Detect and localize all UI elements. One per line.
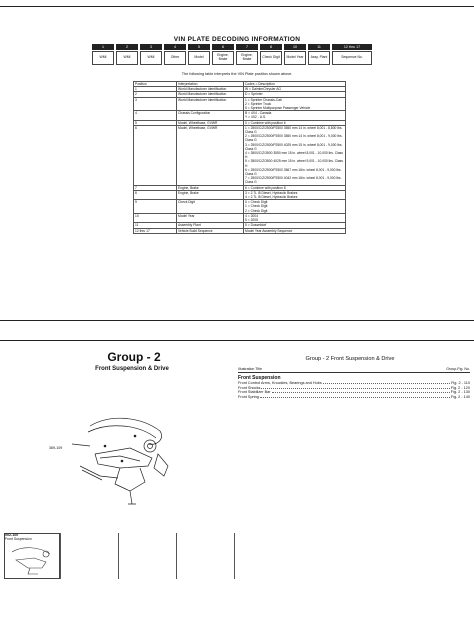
contents-col-figure: Group-Fig. No. bbox=[446, 367, 470, 371]
vin-position-label: Check Digit bbox=[260, 51, 282, 65]
vin-position-label: Sequence No. bbox=[332, 51, 372, 65]
thumb-divider bbox=[118, 533, 119, 579]
thumbnail-caption: Front Suspension bbox=[5, 537, 32, 541]
vin-position-label: WMI bbox=[140, 51, 162, 65]
callout-label: 369-109 bbox=[49, 446, 63, 450]
contents-col-illustration: Illustration Title bbox=[238, 367, 262, 371]
thumbnail-illustration bbox=[8, 542, 56, 576]
cell-codes: 5 = Dusseldorf bbox=[244, 223, 346, 228]
thumb-divider bbox=[176, 533, 177, 579]
vin-position-grid bbox=[92, 44, 374, 65]
cell-interpretation: Model, Wheelbase, GVWR bbox=[177, 125, 244, 185]
cell-position: 10 bbox=[134, 213, 177, 222]
vin-position-number: 4 bbox=[164, 44, 186, 50]
vin-position-number: 11 bbox=[308, 44, 330, 50]
vin-position-number: 8 bbox=[260, 44, 282, 50]
group-subtitle: Front Suspension & Drive bbox=[95, 366, 169, 372]
toc-entry-page: Fig. 2 - 130 bbox=[450, 390, 470, 395]
vin-position-number: 7 bbox=[236, 44, 258, 50]
table-row bbox=[134, 111, 346, 120]
vin-position-9 bbox=[284, 44, 306, 65]
table-row bbox=[134, 228, 346, 233]
cell-codes: 0 = Combine with position 6 bbox=[244, 120, 346, 125]
cell-position: 7 bbox=[134, 185, 177, 190]
toc-entry-label: Front Spring bbox=[238, 394, 259, 399]
vin-position-8 bbox=[260, 44, 282, 65]
contents-title: Group - 2 Front Suspension & Drive bbox=[305, 356, 395, 362]
vin-position-label: Model Year bbox=[284, 51, 306, 65]
cell-position: 6 bbox=[134, 125, 177, 185]
contents-section-heading: Front Suspension bbox=[238, 375, 281, 381]
cell-interpretation: World Manufacturer Identification bbox=[177, 97, 244, 111]
vin-position-10 bbox=[308, 44, 330, 65]
vin-position-4 bbox=[164, 44, 186, 65]
page-divider-rule bbox=[0, 320, 474, 321]
toc-entry-label: Front Stabilizer Bar bbox=[238, 390, 271, 395]
top-page-rule bbox=[0, 6, 474, 7]
cell-interpretation: Vehicle Build Sequence bbox=[177, 228, 244, 233]
vin-position-number: 5 bbox=[188, 44, 210, 50]
vin-position-7 bbox=[236, 44, 258, 65]
cell-codes: 6 = Combine with position 8 bbox=[244, 185, 346, 190]
cell-interpretation: Model Year bbox=[177, 213, 244, 222]
vin-position-label: Engine, Brake bbox=[212, 51, 234, 65]
toc-entry-page: Fig. 2 - 120 bbox=[450, 385, 470, 390]
group-title: Group - 2 bbox=[107, 350, 161, 364]
cell-codes: D = Sprinter bbox=[244, 92, 346, 97]
cell-interpretation: Check Digit bbox=[177, 200, 244, 214]
toc-entry[interactable] bbox=[238, 386, 470, 390]
vin-position-number: 3 bbox=[140, 44, 162, 50]
vin-position-number: 10 bbox=[284, 44, 306, 50]
vin-position-number: 12 thru 17 bbox=[332, 44, 372, 50]
cell-position: 8 bbox=[134, 190, 177, 199]
vin-position-2 bbox=[116, 44, 138, 65]
cell-position: 12 thru 17 bbox=[134, 228, 177, 233]
thumb-divider bbox=[234, 533, 235, 579]
vin-position-label: Model bbox=[188, 51, 210, 65]
section-divider-rule bbox=[0, 340, 474, 341]
cell-codes: Model Year Assembly Sequence bbox=[244, 228, 346, 233]
toc-leader-dots bbox=[260, 395, 450, 398]
toc-entry[interactable] bbox=[238, 381, 470, 385]
vin-title: VIN PLATE DECODING INFORMATION bbox=[173, 36, 301, 43]
contents-header-rule bbox=[238, 372, 470, 373]
vin-position-5 bbox=[188, 44, 210, 65]
cell-position: 3 bbox=[134, 97, 177, 111]
vin-position-number: 6 bbox=[212, 44, 234, 50]
front-suspension-illustration bbox=[60, 406, 180, 516]
vin-position-number: 2 bbox=[116, 44, 138, 50]
header-position: Position bbox=[134, 82, 177, 87]
header-codes: Codes = Description bbox=[244, 82, 346, 87]
cell-interpretation: World Manufacturer Identification bbox=[177, 87, 244, 92]
vin-position-label: WMI bbox=[92, 51, 114, 65]
cell-codes: 4 = 2004 5 = 2005 bbox=[244, 213, 346, 222]
toc-entry-page: Fig. 2 - 110 bbox=[451, 381, 470, 385]
cell-interpretation: World Manufacturer Identification bbox=[177, 92, 244, 97]
vin-position-11 bbox=[332, 44, 372, 65]
vin-position-label: Other bbox=[164, 51, 186, 65]
contents-header bbox=[238, 367, 470, 371]
cell-interpretation: Chassis Configuration bbox=[177, 111, 244, 120]
cell-interpretation: Assembly Plant bbox=[177, 223, 244, 228]
vin-position-3 bbox=[140, 44, 162, 65]
vin-decoding-table bbox=[133, 81, 346, 234]
toc-leader-dots bbox=[323, 381, 450, 384]
toc-entry[interactable] bbox=[238, 390, 470, 394]
cell-interpretation: Engine, Brake bbox=[177, 190, 244, 199]
cell-position: 1 bbox=[134, 87, 177, 92]
cell-interpretation: Model, Wheelbase, GVWR bbox=[177, 120, 244, 125]
vin-position-label: Engine, Brake bbox=[236, 51, 258, 65]
cell-position: 5 bbox=[134, 120, 177, 125]
cell-position: 11 bbox=[134, 223, 177, 228]
cell-codes: 0 = Check Digit 1 = Check Digit 2 = Check Digit bbox=[244, 200, 346, 214]
cell-interpretation: Engine, Brake bbox=[177, 185, 244, 190]
vin-position-label: WMI bbox=[116, 51, 138, 65]
cell-position: 2 bbox=[134, 92, 177, 97]
toc-entry-label: Front Control Arms, Knuckles, Bearings and Hubs bbox=[238, 381, 322, 385]
cell-codes: 1 = Sprinter Chassis-Cab 2 = Sprinter Truck 5 = Sprinter Multipurpose Passenger Vehicle bbox=[244, 97, 346, 111]
table-row bbox=[134, 200, 346, 214]
vin-position-6 bbox=[212, 44, 234, 65]
cell-codes: B = 4X4 - Canada Y = 4X2 - U.S. bbox=[244, 111, 346, 120]
table-row bbox=[134, 125, 346, 185]
vin-position-number: 1 bbox=[92, 44, 114, 50]
toc-entry-page: Fig. 2 - 140 bbox=[450, 394, 470, 399]
vin-position-label: Assy. Plant bbox=[308, 51, 330, 65]
table-row bbox=[134, 213, 346, 222]
cell-codes: 1 = 2500/C/Z/2500/P2500 3550 mm 14 in. wheel 8,001 - 8,800 lbs. Class G 2 = 2500/C/Z/2500/P2500 3550 mm 14 in. wheel 8,001 - 9,000 lbs. Class G 3 = 2500/C/Z/2500/P2500 4025 mm 15 in. wheel 8,001 - 9,000 lbs. Class G 4 = 3500/C/Z/3500 3550 mm 15 in. wheel 8,001 - 10,000 lbs. Class H 5 = 3500/C/Z/3500 4025 mm 15 in. wheel 9,001 - 10,000 lbs. Class H 6 = 2500/C/Z/2500/P2500 3567 mm 16in. wheel 8,001 - 9,000 lbs. Class G 7 = 2500/C/Z/2500/P2500 4042 mm 16in. wheel 8,001 - 9,000 lbs. Class G bbox=[244, 125, 346, 185]
cell-codes: W = DaimlerChrysler AG bbox=[244, 87, 346, 92]
header-interpretation: Interpretation bbox=[177, 82, 244, 87]
table-row bbox=[134, 97, 346, 111]
thumb-divider bbox=[60, 533, 61, 579]
toc-entry-label: Front Shocks bbox=[238, 385, 261, 390]
toc-leader-dots bbox=[261, 386, 449, 389]
toc-entry[interactable] bbox=[238, 395, 470, 399]
cell-position: 9 bbox=[134, 200, 177, 214]
cell-codes: 3 = 2.7L I5 Diesel, Hydraulic Brakes 4 = 2.7L I5 Diesel, Hydraulic Brakes bbox=[244, 190, 346, 199]
vin-position-1 bbox=[92, 44, 114, 65]
thumbnail-number: 002-100 bbox=[5, 533, 19, 537]
toc-leader-dots bbox=[272, 390, 450, 393]
table-row bbox=[134, 190, 346, 199]
cell-position: 4 bbox=[134, 111, 177, 120]
vin-note: The following table interprets the VIN Plate position shown above. bbox=[181, 72, 293, 76]
